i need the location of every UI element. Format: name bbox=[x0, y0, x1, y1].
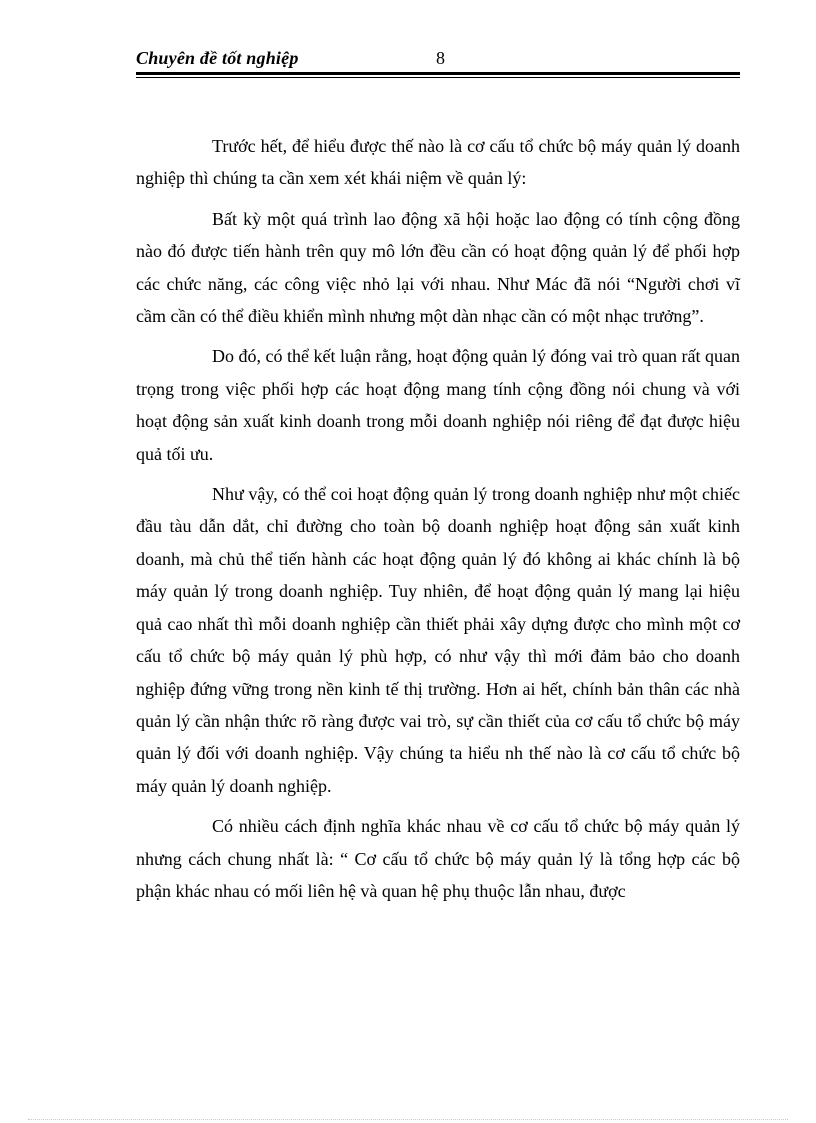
footer-dotted-line bbox=[28, 1119, 788, 1120]
body-text bbox=[136, 130, 740, 915]
header-title: Chuyên đề tốt nghiệp bbox=[136, 48, 299, 68]
paragraph: Có nhiều cách định nghĩa khác nhau về cơ cấu tổ chức bộ máy quản lý nhưng cách chung nhất là: “ Cơ cấu tổ chức bộ máy quản lý là tổng hợp các bộ phận khác nhau có mối liên hệ và quan hệ phụ thuộc lẫn nhau, được bbox=[136, 816, 740, 901]
page-header bbox=[136, 46, 740, 74]
page-number: 8 bbox=[436, 48, 445, 68]
paragraph: Bất kỳ một quá trình lao động xã hội hoặc lao động có tính cộng đồng nào đó được tiến hành trên quy mô lớn đều cần có hoạt động quản lý để phối hợp các chức năng, các công việc nhỏ lại với nhau. Như Mác đã nói “Người chơi vĩ cầm cần có thể điều khiển mình nhưng một dàn nhạc cần có một nhạc trưởng”. bbox=[136, 208, 740, 327]
header-rule-thick bbox=[136, 72, 740, 75]
header-rule-thin bbox=[136, 77, 740, 78]
paragraph: Trước hết, để hiểu được thế nào là cơ cấu tổ chức bộ máy quản lý doanh nghiệp thì chúng ta cần xem xét khái niệm về quản lý: bbox=[136, 136, 740, 189]
paragraph: Do đó, có thể kết luận rằng, hoạt động quản lý đóng vai trò quan rất quan trọng trong việc phối hợp các hoạt động mang tính cộng đồng nói chung và với hoạt động sản xuất kinh doanh trong mỗi doanh nghiệp nói riêng để đạt được hiệu quả tối ưu. bbox=[136, 346, 740, 464]
paragraph: Như vậy, có thể coi hoạt động quản lý trong doanh nghiệp như một chiếc đầu tàu dẫn dắt, chỉ đường cho toàn bộ doanh nghiệp hoạt động sản xuất kinh doanh, mà chủ thể tiến hành các hoạt động quản lý đó không ai khác chính là bộ máy quản lý trong doanh nghiệp. Tuy nhiên, để hoạt động quản lý mang lại hiệu quả cao nhất thì mỗi doanh nghiệp cần thiết phải xây dựng được cho mình một cơ cấu tổ chức bộ máy quản lý phù hợp, có như vậy thì mới đảm bảo cho doanh nghiệp đứng vững trong nền kinh tế thị trường. Hơn ai hết, chính bản thân các nhà quản lý cần nhận thức rõ ràng được vai trò, sự cần thiết của cơ cấu tổ chức bộ máy quản lý đối với doanh nghiệp. Vậy chúng ta hiểu nh thế nào là cơ cấu tổ chức bộ máy quản lý doanh nghiệp. bbox=[136, 484, 740, 796]
